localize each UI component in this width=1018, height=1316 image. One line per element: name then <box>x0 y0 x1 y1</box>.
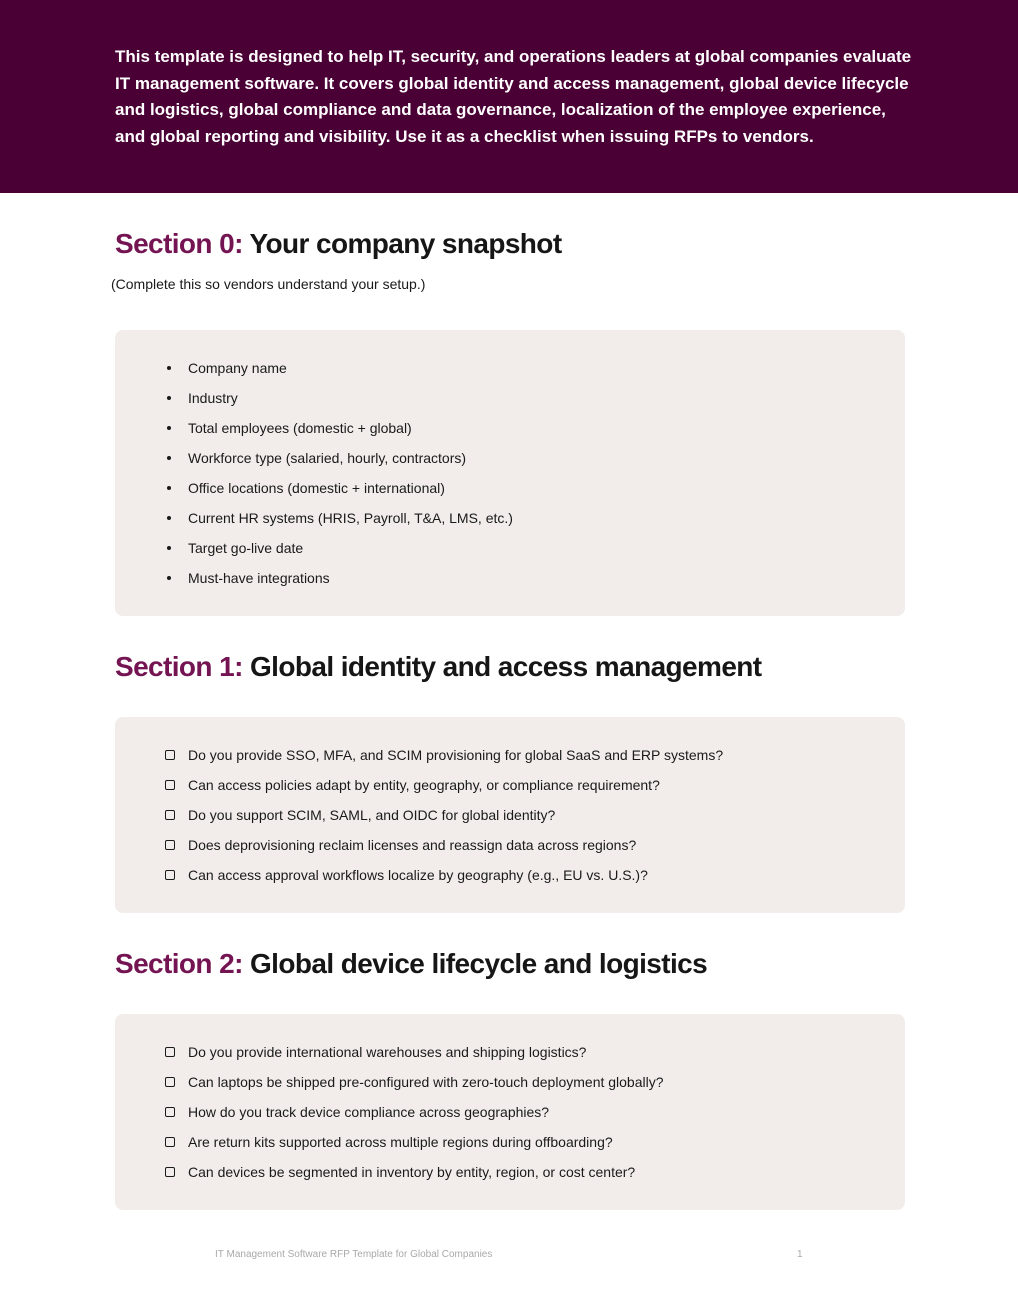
list-item-text: Office locations (domestic + international) <box>188 480 445 496</box>
section-0-heading <box>115 227 562 261</box>
intro-paragraph: This template is designed to help IT, security, and operations leaders at global companies evaluate IT management software. It covers global identity and access management, global device lifecycle and logistics, global compliance and data governance, localization of the employee experience, and global reporting and visibility. Use it as a checklist when issuing RFPs to vendors. <box>115 47 912 147</box>
checkbox[interactable] <box>165 1107 175 1117</box>
list-item-text: Current HR systems (HRIS, Payroll, T&A, LMS, etc.) <box>188 510 513 526</box>
section-1-card <box>115 717 905 913</box>
header-band <box>0 0 1018 193</box>
section-0-prefix: Section 0: <box>115 228 243 259</box>
bullet-icon <box>167 486 171 490</box>
bullet-icon <box>167 366 171 370</box>
checkbox[interactable] <box>165 870 175 880</box>
list-item <box>115 383 905 413</box>
checkbox[interactable] <box>165 1167 175 1177</box>
checklist-item[interactable] <box>115 740 905 770</box>
list-item <box>115 353 905 383</box>
section-1-title: Global identity and access management <box>250 651 762 682</box>
checkbox[interactable] <box>165 780 175 790</box>
list-item-text: Total employees (domestic + global) <box>188 420 412 436</box>
section-1-checklist <box>115 740 905 890</box>
checklist-item-text: Do you support SCIM, SAML, and OIDC for global identity? <box>188 807 556 823</box>
checkbox[interactable] <box>165 1077 175 1087</box>
checkbox[interactable] <box>165 750 175 760</box>
bullet-icon <box>167 546 171 550</box>
section-0-title: Your company snapshot <box>249 228 562 259</box>
list-item <box>115 533 905 563</box>
checklist-item-text: Can devices be segmented in inventory by entity, region, or cost center? <box>188 1164 636 1180</box>
section-2-heading <box>115 947 707 981</box>
checklist-item-text: Can access policies adapt by entity, geography, or compliance requirement? <box>188 777 660 793</box>
checklist-item-text: Do you provide SSO, MFA, and SCIM provisioning for global SaaS and ERP systems? <box>188 747 724 763</box>
list-item <box>115 473 905 503</box>
bullet-icon <box>167 396 171 400</box>
section-1-heading <box>115 650 762 684</box>
bullet-icon <box>167 426 171 430</box>
section-2-title: Global device lifecycle and logistics <box>250 948 708 979</box>
checklist-item[interactable] <box>115 830 905 860</box>
checklist-item[interactable] <box>115 860 905 890</box>
checklist-item-text: Can laptops be shipped pre-configured with zero-touch deployment globally? <box>188 1074 664 1090</box>
checklist-item-text: Do you provide international warehouses and shipping logistics? <box>188 1044 587 1060</box>
bullet-icon <box>167 456 171 460</box>
checklist-item[interactable] <box>115 1097 905 1127</box>
list-item <box>115 443 905 473</box>
checklist-item[interactable] <box>115 1067 905 1097</box>
checkbox[interactable] <box>165 1047 175 1057</box>
list-item <box>115 503 905 533</box>
list-item-text: Company name <box>188 360 287 376</box>
checklist-item-text: Are return kits supported across multiple regions during offboarding? <box>188 1134 613 1150</box>
section-2-card <box>115 1014 905 1210</box>
checklist-item-text: Can access approval workflows localize by geography (e.g., EU vs. U.S.)? <box>188 867 648 883</box>
section-1-prefix: Section 1: <box>115 651 243 682</box>
list-item <box>115 413 905 443</box>
list-item <box>115 563 905 593</box>
section-0-note: (Complete this so vendors understand your setup.) <box>111 276 426 292</box>
section-0-list <box>115 353 905 593</box>
footer-title: IT Management Software RFP Template for Global Companies <box>215 1249 493 1260</box>
bullet-icon <box>167 516 171 520</box>
checklist-item[interactable] <box>115 1157 905 1187</box>
bullet-icon <box>167 576 171 580</box>
checkbox[interactable] <box>165 840 175 850</box>
checklist-item[interactable] <box>115 1037 905 1067</box>
page-number: 1 <box>797 1249 803 1260</box>
list-item-text: Target go-live date <box>188 540 304 556</box>
list-item-text: Must-have integrations <box>188 570 330 586</box>
checklist-item[interactable] <box>115 800 905 830</box>
section-2-prefix: Section 2: <box>115 948 243 979</box>
list-item-text: Industry <box>188 390 238 406</box>
checklist-item-text: Does deprovisioning reclaim licenses and reassign data across regions? <box>188 837 637 853</box>
list-item-text: Workforce type (salaried, hourly, contractors) <box>188 450 467 466</box>
checklist-item[interactable] <box>115 770 905 800</box>
section-0-card <box>115 330 905 616</box>
section-2-checklist <box>115 1037 905 1187</box>
checkbox[interactable] <box>165 1137 175 1147</box>
checklist-item-text: How do you track device compliance across geographies? <box>188 1104 550 1120</box>
checkbox[interactable] <box>165 810 175 820</box>
checklist-item[interactable] <box>115 1127 905 1157</box>
